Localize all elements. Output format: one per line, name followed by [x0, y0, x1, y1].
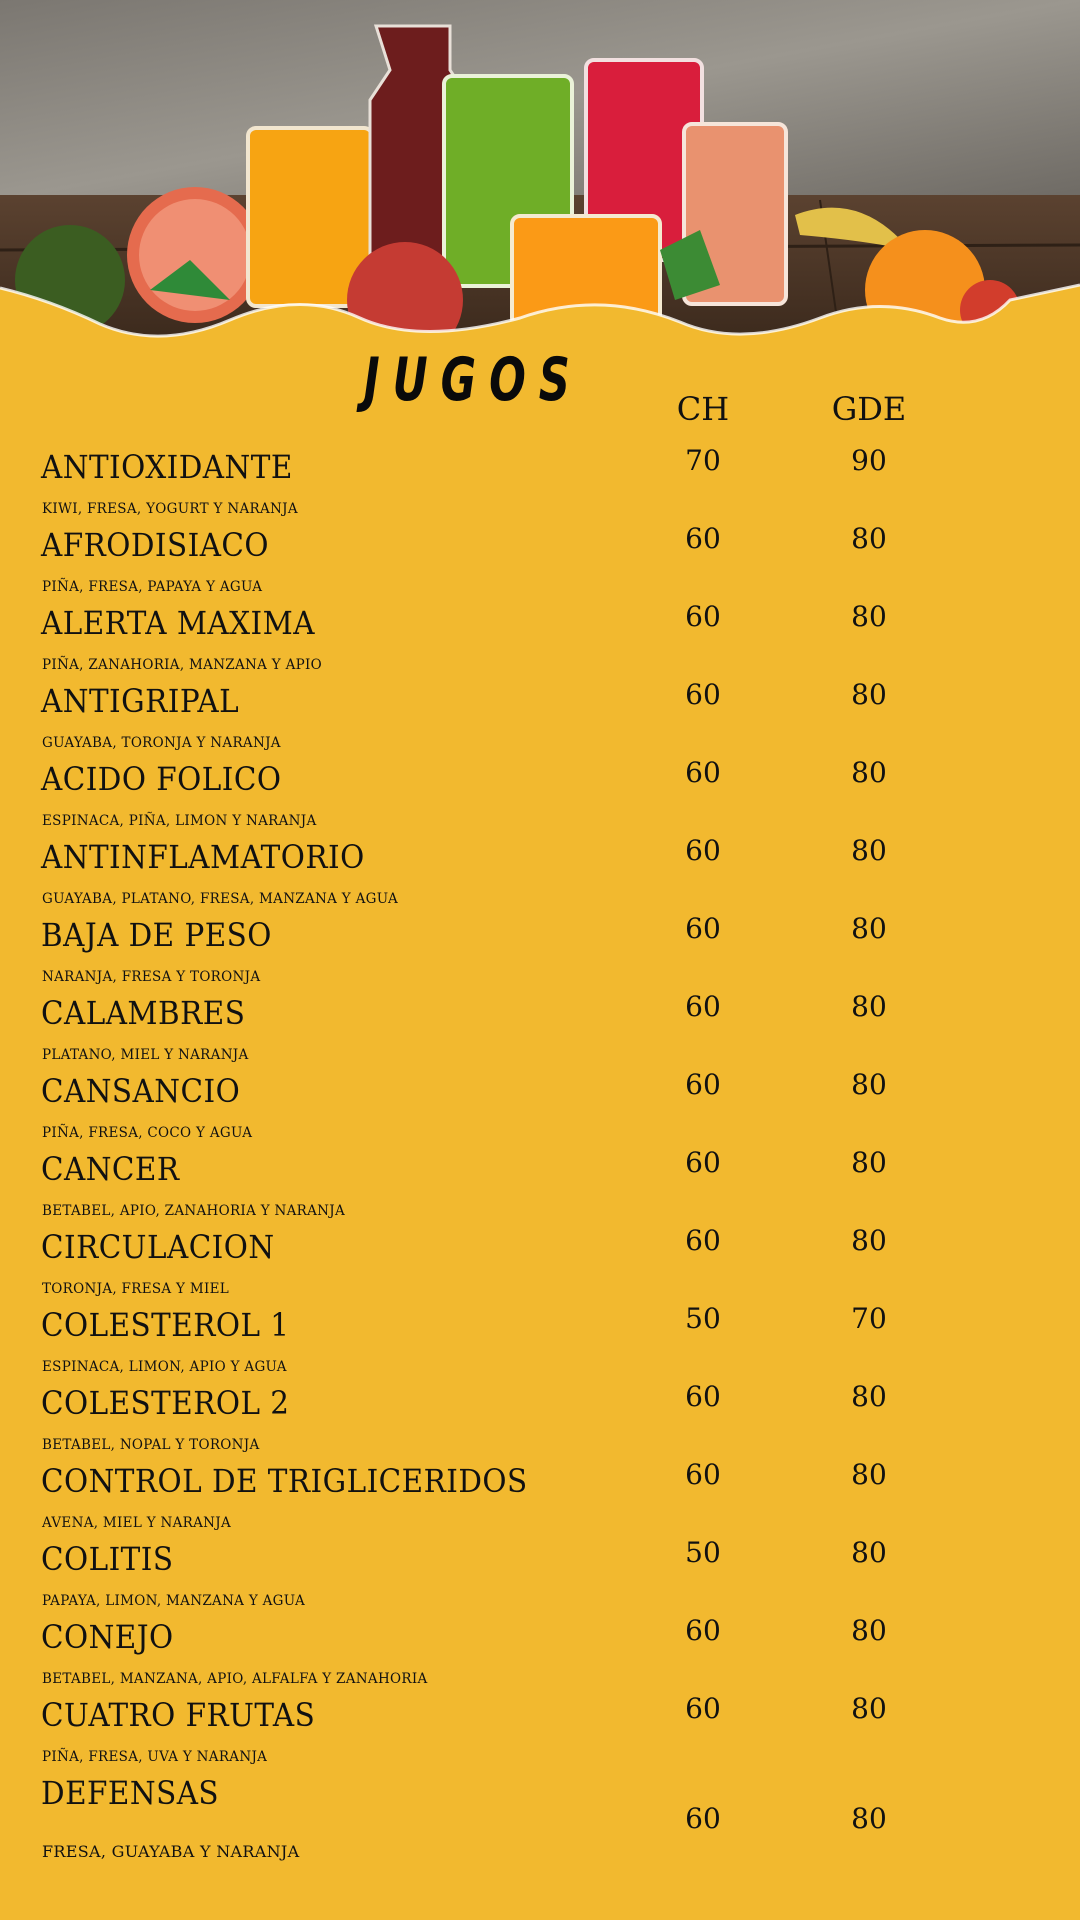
- item-price-ch: 60: [685, 834, 721, 867]
- item-price-gde: 80: [851, 1802, 887, 1835]
- menu-item: [0, 1302, 1080, 1384]
- item-ingredients: FRESA, GUAYABA Y NARANJA: [42, 1842, 300, 1861]
- item-name: CUATRO FRUTAS: [41, 1696, 316, 1734]
- item-price-ch: 60: [685, 1068, 721, 1101]
- item-price-gde: 80: [851, 1692, 887, 1725]
- item-name: BAJA DE PESO: [41, 916, 272, 954]
- menu-item: [0, 1146, 1080, 1228]
- item-name: CONTROL DE TRIGLICERIDOS: [41, 1462, 528, 1500]
- menu-item: [0, 1692, 1080, 1774]
- item-price-ch: 50: [685, 1536, 721, 1569]
- item-ingredients: GUAYABA, TORONJA Y NARANJA: [42, 735, 281, 751]
- menu-item: [0, 678, 1080, 760]
- item-price-gde: 80: [851, 678, 887, 711]
- item-price-ch: 60: [685, 1692, 721, 1725]
- item-price-ch: 60: [685, 678, 721, 711]
- item-name: ANTINFLAMATORIO: [41, 838, 365, 876]
- column-header-gde: GDE: [831, 390, 907, 428]
- menu-items-list: [0, 444, 1080, 1861]
- menu-item: [0, 522, 1080, 604]
- item-price-ch: 50: [685, 1302, 721, 1335]
- menu-title: JUGOS: [363, 345, 583, 415]
- menu-item: [0, 912, 1080, 994]
- item-price-ch: 70: [685, 444, 721, 477]
- item-price-gde: 80: [851, 912, 887, 945]
- item-ingredients: PIÑA, FRESA, UVA Y NARANJA: [42, 1749, 268, 1765]
- item-ingredients: PAPAYA, LIMON, MANZANA Y AGUA: [42, 1593, 306, 1609]
- column-header-ch: CH: [676, 390, 730, 428]
- item-price-ch: 60: [685, 600, 721, 633]
- item-ingredients: PLATANO, MIEL Y NARANJA: [42, 1047, 249, 1063]
- menu-item: [0, 1068, 1080, 1150]
- item-name: ALERTA MAXIMA: [41, 604, 315, 642]
- menu-item: [0, 1224, 1080, 1306]
- item-price-gde: 80: [851, 756, 887, 789]
- item-name: CALAMBRES: [41, 994, 246, 1032]
- item-price-gde: 90: [851, 444, 887, 477]
- item-price-gde: 80: [851, 1380, 887, 1413]
- menu-item: [0, 1774, 1080, 1861]
- item-price-gde: 80: [851, 600, 887, 633]
- item-ingredients: BETABEL, NOPAL Y TORONJA: [42, 1437, 260, 1453]
- item-name: COLITIS: [41, 1540, 174, 1578]
- item-price-ch: 60: [685, 1614, 721, 1647]
- item-ingredients: GUAYABA, PLATANO, FRESA, MANZANA Y AGUA: [42, 891, 399, 907]
- item-price-gde: 80: [851, 990, 887, 1023]
- menu-item: [0, 1458, 1080, 1540]
- item-price-ch: 60: [685, 1458, 721, 1491]
- item-name: DEFENSAS: [41, 1774, 220, 1812]
- item-price-gde: 80: [851, 1458, 887, 1491]
- item-price-ch: 60: [685, 990, 721, 1023]
- item-name: ACIDO FOLICO: [41, 760, 282, 798]
- item-price-ch: 60: [685, 522, 721, 555]
- item-name: ANTIOXIDANTE: [41, 448, 293, 486]
- item-price-gde: 80: [851, 834, 887, 867]
- item-ingredients: BETABEL, MANZANA, APIO, ALFALFA Y ZANAHORIA: [42, 1671, 428, 1687]
- item-price-gde: 80: [851, 1146, 887, 1179]
- item-ingredients: NARANJA, FRESA Y TORONJA: [42, 969, 261, 985]
- menu-item: [0, 756, 1080, 838]
- hero-image: [0, 0, 1080, 340]
- item-ingredients: AVENA, MIEL Y NARANJA: [42, 1515, 232, 1531]
- menu-item: [0, 1380, 1080, 1462]
- item-name: COLESTEROL 1: [41, 1306, 290, 1344]
- item-price-gde: 80: [851, 1068, 887, 1101]
- juice-photo-illustration: [0, 0, 1080, 340]
- item-name: CONEJO: [41, 1618, 174, 1656]
- item-price-gde: 80: [851, 1536, 887, 1569]
- item-ingredients: PIÑA, ZANAHORIA, MANZANA Y APIO: [42, 657, 323, 673]
- item-price-ch: 60: [685, 1224, 721, 1257]
- menu-item: [0, 600, 1080, 682]
- item-ingredients: KIWI, FRESA, YOGURT Y NARANJA: [42, 501, 298, 517]
- item-price-gde: 80: [851, 522, 887, 555]
- item-name: CANCER: [41, 1150, 180, 1188]
- item-ingredients: PIÑA, FRESA, PAPAYA Y AGUA: [42, 579, 263, 595]
- menu-item: [0, 1614, 1080, 1696]
- item-ingredients: BETABEL, APIO, ZANAHORIA Y NARANJA: [42, 1203, 346, 1219]
- item-ingredients: TORONJA, FRESA Y MIEL: [42, 1281, 230, 1297]
- item-price-ch: 60: [685, 1146, 721, 1179]
- item-price-ch: 60: [685, 1802, 721, 1835]
- item-price-gde: 80: [851, 1224, 887, 1257]
- menu-item: [0, 834, 1080, 916]
- item-price-ch: 60: [685, 1380, 721, 1413]
- item-ingredients: PIÑA, FRESA, COCO Y AGUA: [42, 1125, 253, 1141]
- item-name: COLESTEROL 2: [41, 1384, 290, 1422]
- item-name: AFRODISIACO: [41, 526, 270, 564]
- menu-item: [0, 990, 1080, 1072]
- menu-item: [0, 1536, 1080, 1618]
- item-price-gde: 70: [851, 1302, 887, 1335]
- item-price-ch: 60: [685, 756, 721, 789]
- item-name: CANSANCIO: [41, 1072, 241, 1110]
- item-ingredients: ESPINACA, PIÑA, LIMON Y NARANJA: [42, 813, 317, 829]
- item-ingredients: ESPINACA, LIMON, APIO Y AGUA: [42, 1359, 287, 1375]
- item-name: ANTIGRIPAL: [41, 682, 240, 720]
- item-price-gde: 80: [851, 1614, 887, 1647]
- item-price-ch: 60: [685, 912, 721, 945]
- menu-item: [0, 444, 1080, 526]
- item-name: CIRCULACION: [41, 1228, 275, 1266]
